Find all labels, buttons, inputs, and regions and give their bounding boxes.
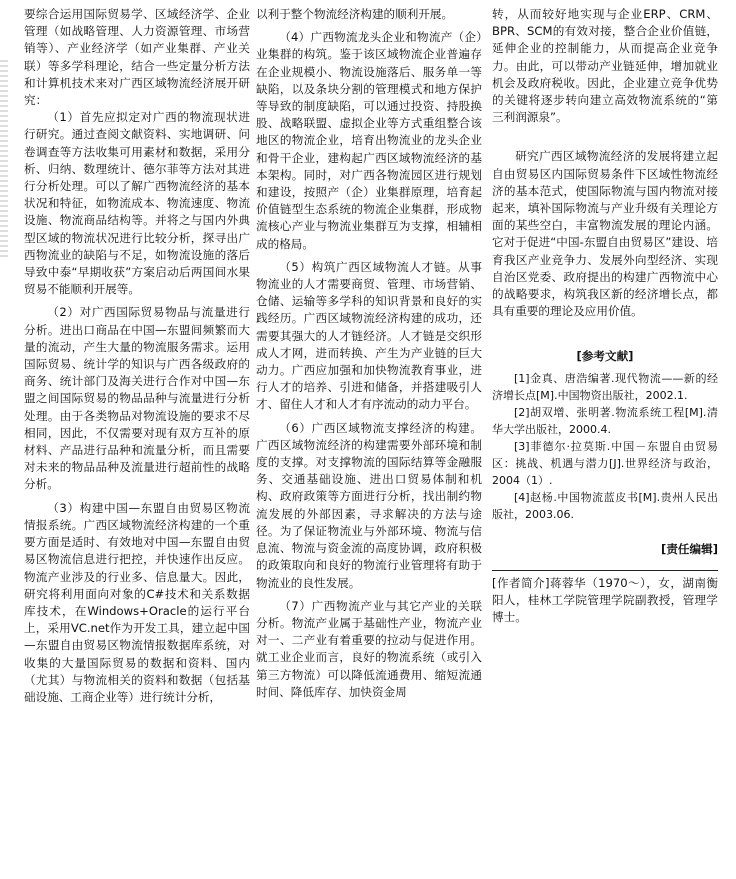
column-left [24,6,250,706]
reference-1: [1]金真、唐浩编著.现代物流——新的经济增长点[M].中国物资出版社，2002.1. [492,371,718,402]
paragraph-item-4: （4）广西物流龙头企业和物流产（企）业集群的构筑。鉴于该区域物流企业普遍存在企业规模小、物流设施落后、服务单一等缺陷，以及条块分割的管理模式和地方保护等导致的制度缺陷，可以通过投资、持股换股、战略联盟、虚拟企业等方式重组整合该地区的物流企业，培育出物流业的龙头企业和骨干企业，建构起广西区域物流经济的基本架构。同时，对广西各物流园区进行规划和建设，按照产（企）业集群原理，培育起价值链型生态系统的物流企业集群，形成物流核心产业与物流业集群互为支撑，相辅相成的格局。 [256,30,482,251]
references-heading: [参考文献] [576,349,634,364]
scan-margin-artifact [0,60,8,260]
reference-3: [3]菲德尔·拉莫斯.中国－东盟自由贸易区：挑战、机遇与潜力[J].世界经济与政治，2004（1）. [492,439,718,487]
column-right [492,6,718,626]
reference-4: [4]赵杨.中国物流蓝皮书[M].贵州人民出版社，2003.06. [492,490,718,521]
paragraph-item-7: （7）广西物流产业与其它产业的关联分析。物流产业属于基础性产业，物流产业对一、二产业有着重要的拉动与促进作用。就工业企业而言，良好的物流系统（或引入第三方物流）可以降低流通费用、缩短流通时间、降低库存、加快资金周 [256,598,482,699]
editor-tag: [责任编辑] [661,541,718,556]
paragraph-conclusion: 研究广西区域物流经济的发展将建立起自由贸易区内国际贸易条件下区域性物流经济的基本范式，使国际物流与国内物流对接起来，填补国际物流与产业升级有关理论方面的某些空白，丰富物流发展的理论内涵。它对于促进“中国-东盟自由贸易区”建设、培育我区产业竞争力、发展外向型经济、实现自治区党委、政府提出的构建广西物流中心的战略要求，构筑我区新的经济增长点，都具有重要的理论及应用价值。 [492,149,718,319]
paragraph-continuation: 以利于整个物流经济构建的顺利开展。 [256,7,454,21]
paragraph-item-3: （3）构建中国—东盟自由贸易区物流情报系统。广西区域物流经济构建的一个重要方面是适时、有效地对中国—东盟自由贸易区物流信息进行把控，并快速作出反应。物流产业涉及的行业多、信息量大。因此，研究将利用面向对象的C#技术和关系数据库技术，在Windows+Oracle的运行平台上，采用VC.net作为开发工具，建立起中国—东盟自由贸易区物流情报数据库系统，对收集的大量国际贸易的数据和资料、国内（尤其）与物流相关的资料和数据（包括基础设施、工商企业等）进行统计分析， [24,500,250,704]
column-middle [256,6,482,701]
paragraph-item-6: （6）广西区域物流支撑经济的构建。广西区域物流经济的构建需要外部环境和制度的支撑。对支撑物流的国际结算等金融服务、交通基础设施、进出口贸易体制和机构、政府政策等方面进行分析，找出制约物流发展的外部因素，寻求解决的方法与途径。为了保证物流业与外部环境、物流与信息流、物流与资金流的高度协调，政府积极的政策取向和良好的物流行业管理将有助于物流业的良性发展。 [256,420,482,590]
paragraph-item-2: （2）对广西国际贸易物品与流量进行分析。进出口商品在中国—东盟间频繁而大量的流动，产生大量的物流服务需求。运用国际贸易、统计学的知识与广西各级政府的商务、统计部门及海关进行合作对中国—东盟之间国际贸易的物品品种与流量进行分析处理。由于各类物品对物流设施的要求不尽相同，因此，不仅需要对现有双方互补的原材料、产品进行品种和流量分析，而且需要对未来的物品品种及流量进行超前性的战略分析。 [24,305,250,492]
reference-2: [2]胡双增、张明著.物流系统工程[M].清华大学出版社，2000.4. [492,405,718,436]
paragraph-intro: 要综合运用国际贸易学、区域经济学、企业管理（如战略管理、人力资源管理、市场营销等）、产业经济学（如产业集群、产业关联）等多学科理论，结合一些定量分析方法和计算机技术来对广西区域物流经济展开研究： [24,7,250,108]
author-bio: [作者简介]蒋蓉华（1970～），女，湖南衡阳人，桂林工学院管理学院副教授，管理学博士。 [492,570,718,627]
paragraph-item-1: （1）首先应拟定对广西的物流现状进行研究。通过查阅文献资料、实地调研、问卷调查等方法收集可用素材和数据，采用分析、归纳、数理统计、德尔菲等方法对其进行分析处理。可以了解广西物流经济的基本状况和特征，如物流成本、物流速度、物流设施、物流商品结构等。并将之与国内外典型区域的物流状况进行比较分析，探寻出广西物流业的缺陷与不足，如物流设施的落后导致中泰“早期收获”方案启动后两国间水果贸易不能顺利开展等。 [24,110,250,297]
paragraph-continuation-right: 转，从而较好地实现与企业ERP、CRM、BPR、SCM的有效对接，整合企业价值链，延伸企业的控制能力，从而提高企业竞争力。由此，可以带动产业链延伸，增加就业机会及政府税收。因此，企业建立竞争优势的关键将逐步转向建立高效物流系统的“第三利润源泉”。 [492,7,718,125]
paragraph-item-5: （5）构筑广西区域物流人才链。从事物流业的人才需要商贸、管理、市场营销、仓储、运输等多学科的知识背景和良好的实践经历。广西区域物流经济构建的成功，还需要其强大的人才链经济。人才链是交织形成人才网，进而转换、产生为产业链的巨大动力。广西应加强和加快物流教育事业，进行人才的培养、引进和储备，并搭建吸引人才、留住人才和人才有序流动的动力平台。 [256,259,482,412]
